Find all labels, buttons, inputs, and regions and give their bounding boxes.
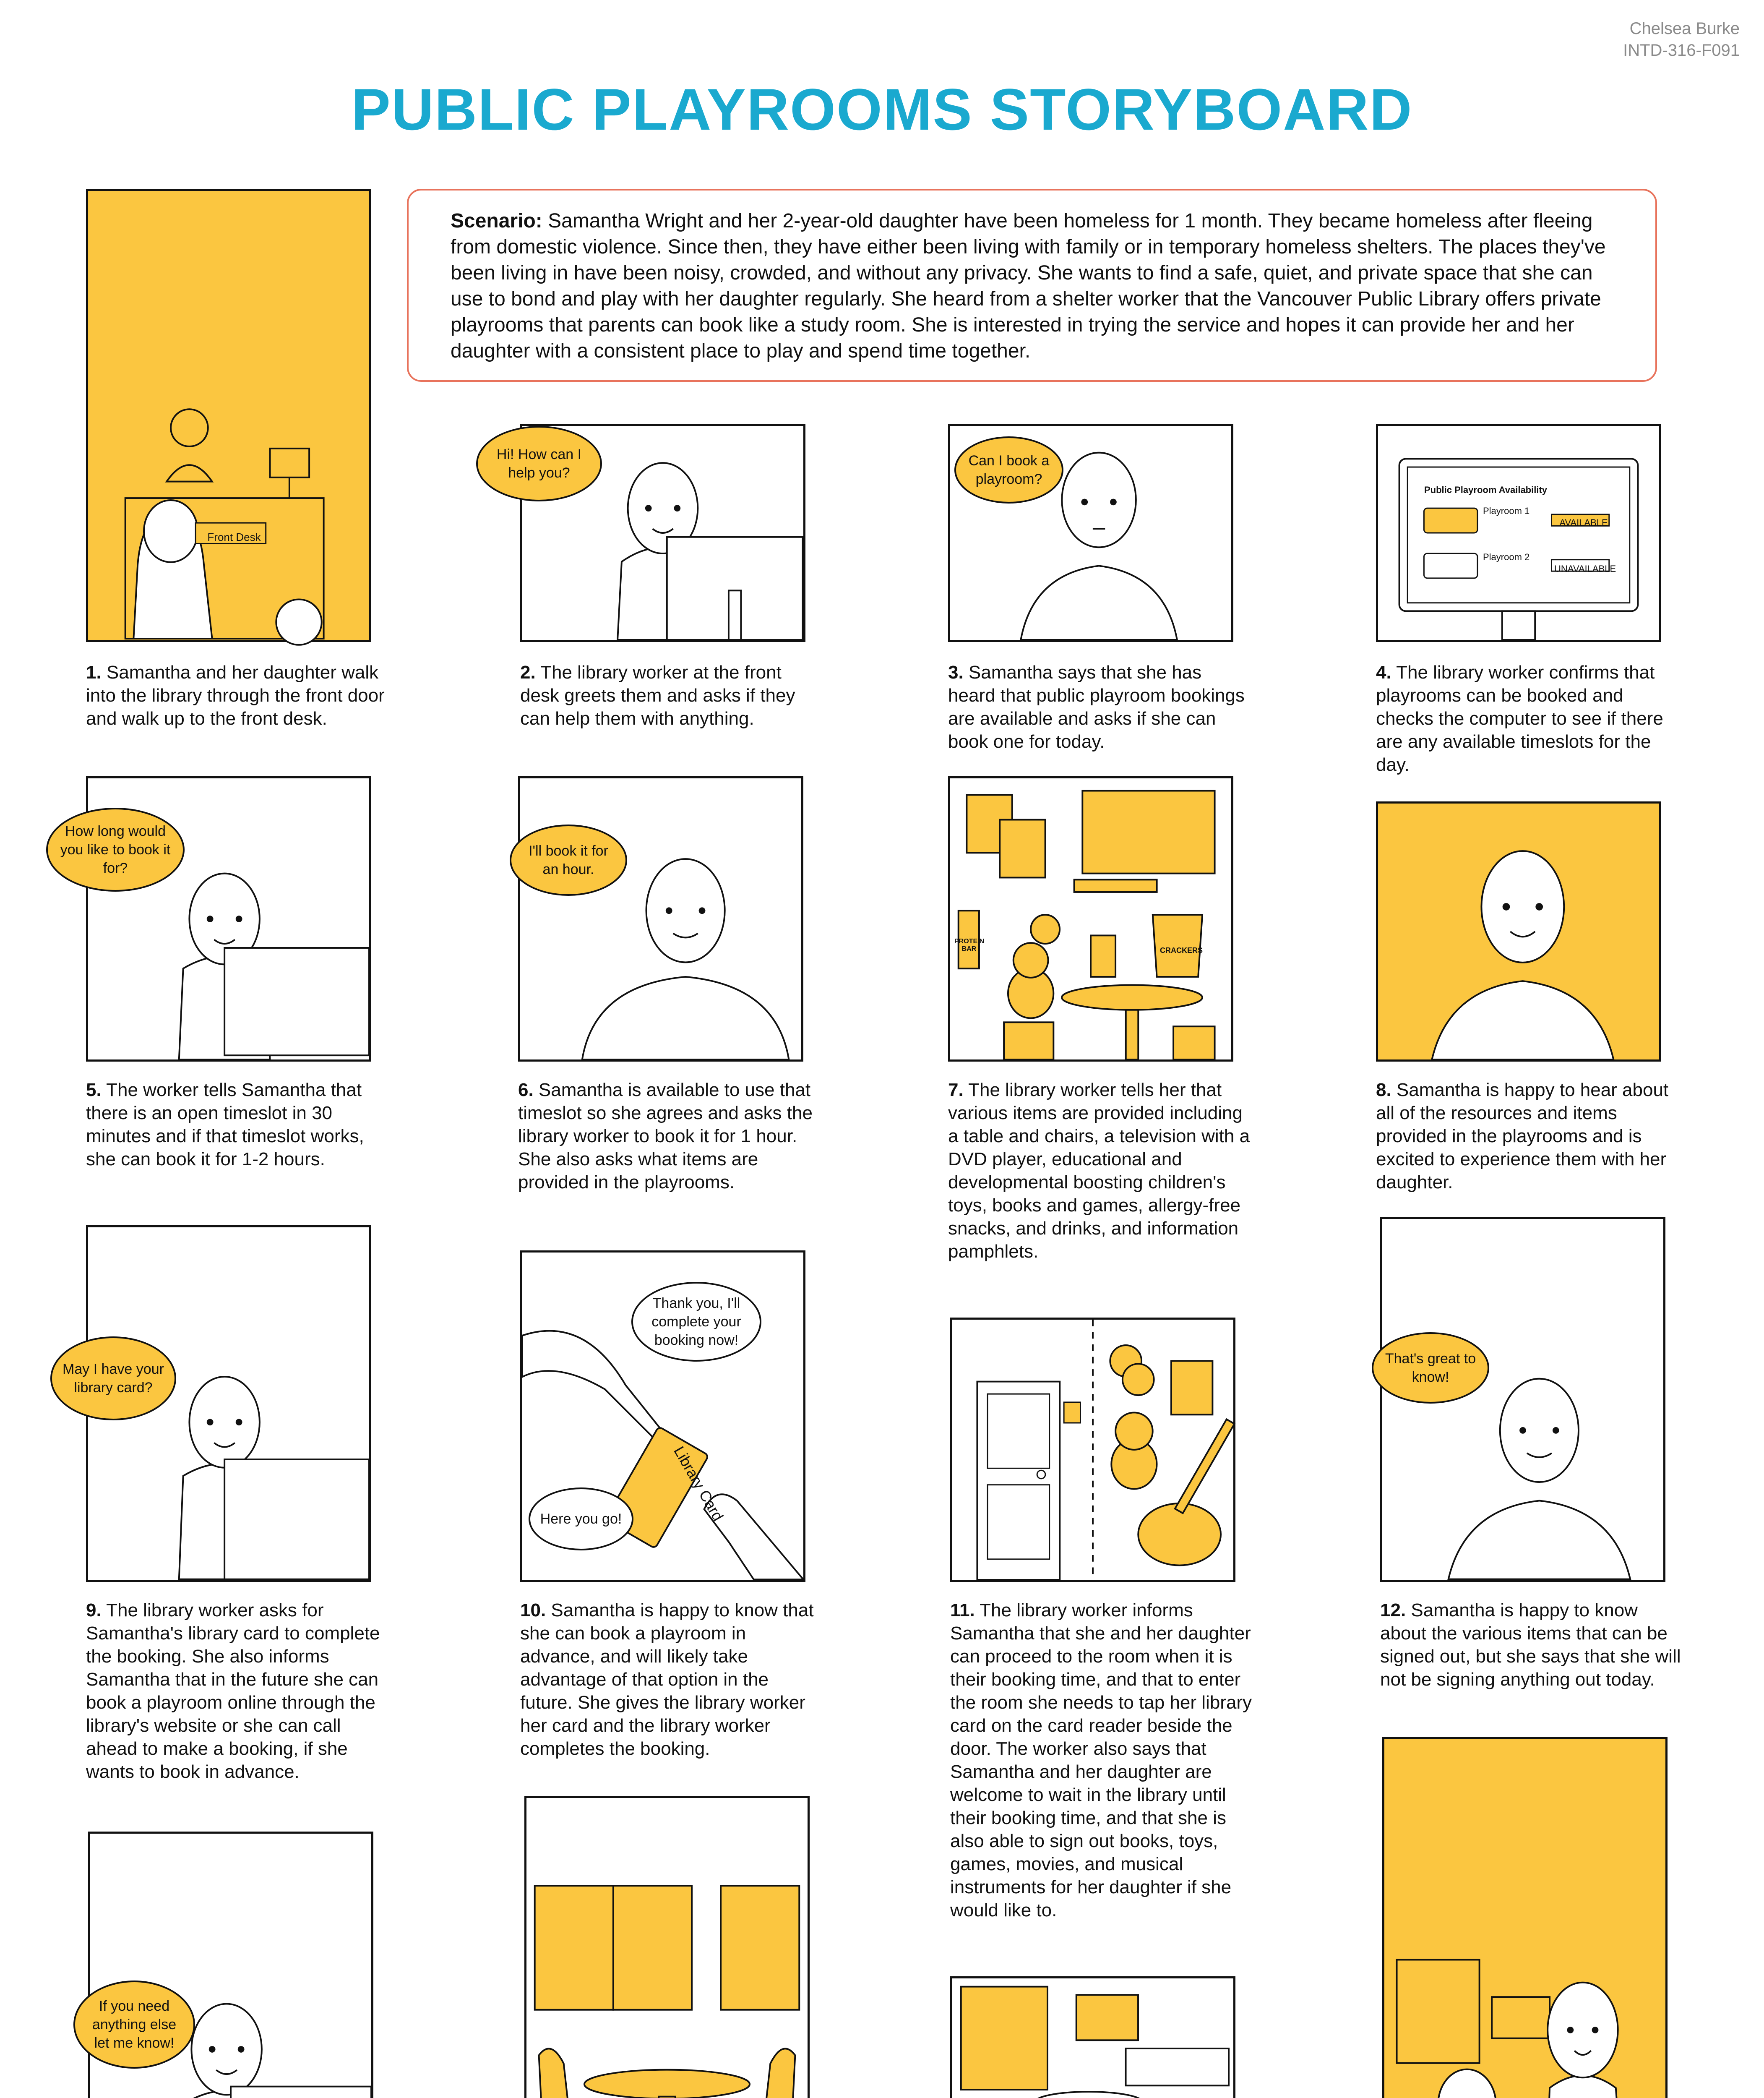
caption-4: 4. The library worker confirms that playrooms can be booked and checks the computer to see if there are any available timeslots for the day.: [1376, 662, 1663, 775]
caption-11: 11. The library worker informs Samantha that she and her daughter can proceed to the room when it is their booking time, and that to enter the room she needs to tap her library card on the card reader beside the door. The worker also says that Samantha and her daughter are welcome to wait in the library until their booking time, and that she is also able to sign out books, toys, games, movies, and musical instruments for her daughter if she would like to.: [950, 1600, 1252, 1921]
caption-10: 10. Samantha is happy to know that she can book a playroom in advance, and will likely take advantage of that option in the future. She gives the library worker her card and the library worker completes the booking.: [520, 1600, 814, 1759]
caption-9: 9. The library worker asks for Samantha's library card to complete the booking. She also informs Samantha that in the future she can book a playroom online through the library's website or she can call ahead to make a booking, if she wants to book in advance.: [86, 1600, 380, 1782]
panel-1: [86, 189, 371, 642]
speech-bubble-5: How long would you like to book it for?: [46, 808, 185, 892]
panel-15-illustration: [952, 1978, 1233, 2098]
playroom-2-label: Playroom 2: [1483, 552, 1530, 562]
author-name: Chelsea Burke: [1629, 19, 1740, 38]
panel-15: [950, 1976, 1235, 2098]
panel-4: [1376, 424, 1661, 642]
course-code: INTD-316-F091: [1623, 41, 1740, 60]
caption-5: 5. The worker tells Samantha that there is an open timeslot in 30 minutes and if that timeslot works, she can book it for 1-2 hours.: [86, 1080, 364, 1169]
speech-bubble-13: If you need anything else let me know!: [73, 1981, 195, 2069]
speech-bubble-2: Hi! How can I help you?: [476, 426, 602, 501]
front-desk-sign: Front Desk: [207, 531, 261, 543]
scenario-label: Scenario:: [451, 210, 542, 232]
page-title: PUBLIC PLAYROOMS STORYBOARD: [351, 76, 1413, 142]
caption-7: 7. The library worker tells her that various items are provided including a table and chairs, a television with a DVD player, educational and developmental boosting children's toys, books and games, allergy-free snacks, and drinks, and information pamphlets.: [948, 1080, 1250, 1262]
speech-bubble-12: That's great to know!: [1372, 1332, 1489, 1404]
available-status: AVAILABLE: [1559, 517, 1608, 528]
panel-4-illustration: [1378, 426, 1659, 640]
caption-12: 12. Samantha is happy to know about the various items that can be signed out, but she says that she will not be signing anything out today.: [1380, 1600, 1681, 1690]
caption-3: 3. Samantha says that she has heard that public playroom bookings are available and asks if she can book one for today.: [948, 662, 1245, 752]
panel-6-illustration: [520, 778, 801, 1059]
speech-bubble-3: Can I book a playroom?: [954, 436, 1063, 504]
panel-16-illustration: [1384, 1739, 1665, 2098]
speech-bubble-6: I'll book it for an hour.: [510, 825, 627, 896]
panel-3: [948, 424, 1233, 642]
panel-10: [520, 1250, 805, 1582]
panel-12: [1380, 1217, 1665, 1582]
panel-9: [63, 1225, 371, 1582]
caption-1: 1. Samantha and her daughter walk into the library through the front door and walk up to the front desk.: [86, 662, 385, 729]
protein-bar-label: PROTEIN BAR: [954, 938, 985, 952]
panel-1-illustration: [88, 191, 369, 640]
playroom-1-label: Playroom 1: [1483, 506, 1530, 516]
caption-6: 6. Samantha is available to use that timeslot so she agrees and asks the library worker to book it for 1 hour. She also asks what items are provided in the playrooms.: [518, 1080, 813, 1193]
panel-14-illustration: [526, 1798, 808, 2098]
panel-2: [496, 424, 805, 642]
panel-11-illustration: [952, 1320, 1233, 1580]
crackers-label: CRACKERS: [1160, 946, 1203, 955]
panel-14: [524, 1796, 810, 2098]
panel-11: [950, 1318, 1235, 1582]
speech-bubble-9: May I have your library card?: [50, 1336, 176, 1420]
scenario-box: [407, 189, 1657, 382]
panel-16: [1382, 1737, 1668, 2098]
panel-7-illustration: [950, 778, 1231, 1059]
panel-7: [948, 776, 1233, 1062]
panel-5: [60, 776, 371, 1062]
speech-bubble-10a: Thank you, I'll complete your booking now!: [631, 1282, 761, 1362]
panel-8: [1376, 801, 1661, 1062]
panel-13: [88, 1832, 373, 2098]
caption-8: 8. Samantha is happy to hear about all of the resources and items provided in the playrooms and is excited to experience them with her daughter.: [1376, 1080, 1669, 1193]
speech-bubble-10b: Here you go!: [529, 1487, 633, 1550]
unavailable-status: UNAVAILABLE: [1554, 564, 1616, 574]
panel-8-illustration: [1378, 804, 1659, 1059]
author-info: [1623, 18, 1740, 61]
caption-2: 2. The library worker at the front desk greets them and asks if they can help them with anything.: [520, 662, 795, 729]
panel-6: [518, 776, 803, 1062]
scenario-text: Samantha Wright and her 2-year-old daughter have been homeless for 1 month. They became homeless after fleeing from domestic violence. Since then, they have either been living with family or in temporary homeless shelters. The places they've been living in have been noisy, crowded, and without any privacy. She wants to find a safe, quiet, and private space that she can use to bond and play with her daughter regularly. She heard from a shelter worker that the Vancouver Public Library offers private playrooms that parents can book like a study room. She is interested in trying the service and hopes it can provide her and her daughter with a consistent place to play and spend time together.: [451, 210, 1606, 362]
availability-title: Public Playroom Availability: [1424, 485, 1548, 495]
library-card-text: Library Card: [670, 1443, 727, 1524]
